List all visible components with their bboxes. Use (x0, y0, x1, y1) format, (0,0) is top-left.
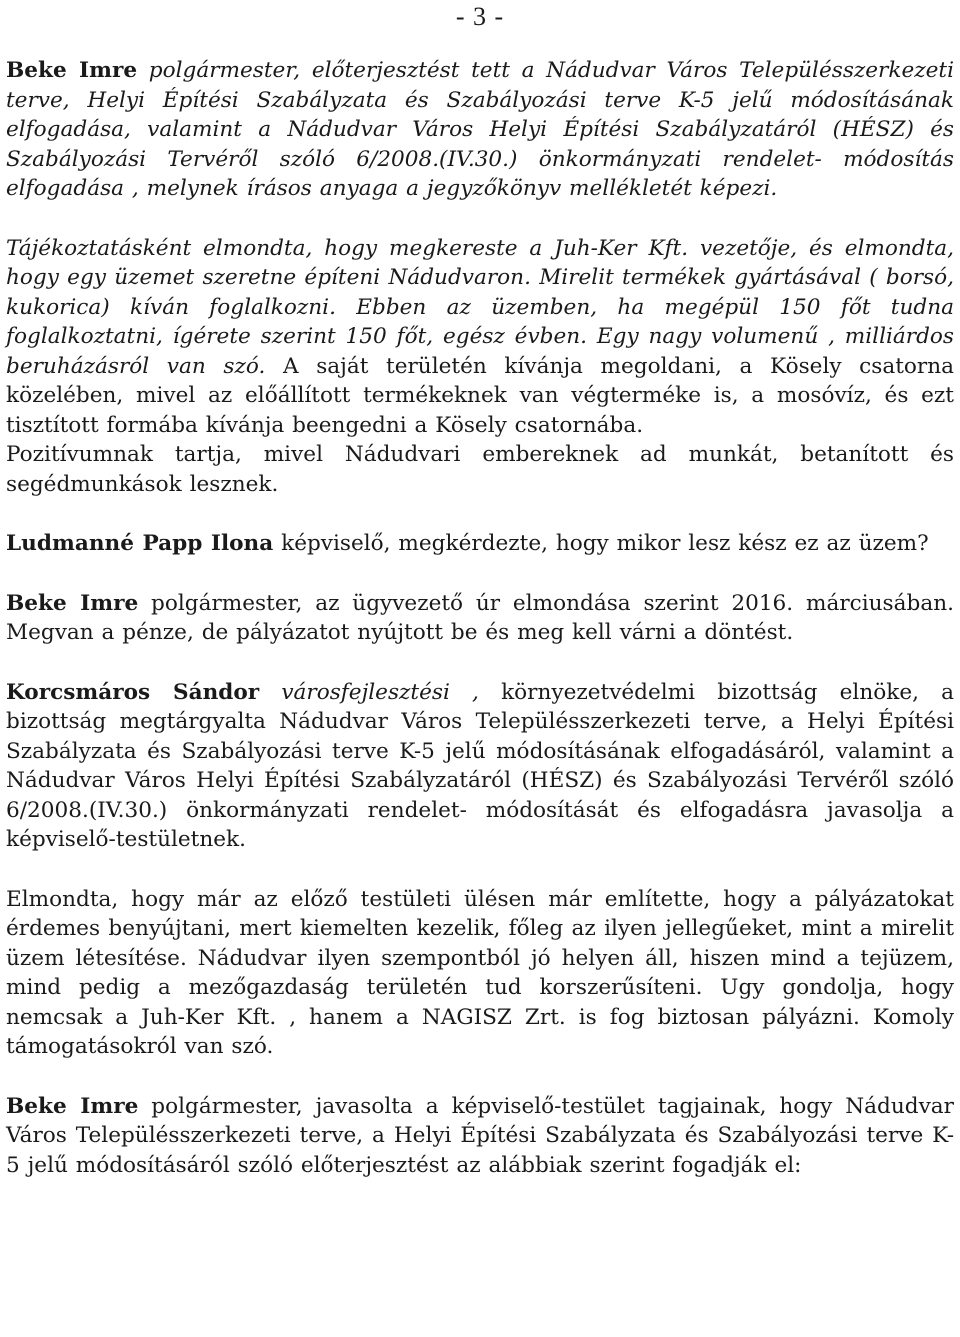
document-body (6, 56, 954, 1180)
speaker-name: Ludmanné Papp Ilona (6, 531, 274, 556)
speaker-name: Beke Imre (6, 58, 138, 83)
paragraph-text-italic: Tájékoztatásként elmondta, hogy megkereste a Juh-Ker Kft. vezetője, és elmondta, hogy egy üzemet szeretne építeni Nádudvaron. Mirelit termékek gyártásával ( borsó, kukorica) kíván foglalkozni. Ebben az üzemben, ha megépül 150 főt tudna foglalkoztatni, ígérete szerint 150 főt, egész évben. Egy nagy volumenű , milliárdos beruházásról van szó. (6, 235, 954, 379)
speaker-name: Beke Imre (6, 1093, 139, 1119)
paragraph-text: képviselő, megkérdezte, hogy mikor lesz kész ez az üzem? (273, 531, 929, 556)
paragraph-answer (6, 589, 954, 648)
paragraph-text: A saját területén kívánja megoldani, a Kösely csatorna közelében, mivel az előállított termékeknek van végterméke is, a mosóvíz, és ezt tisztított formába kívánja beengedni a Kösely csatornába. (6, 353, 955, 438)
paragraph-text: Pozitívumnak tartja, mivel Nádudvari embereknek ad munkát, betanított és segédmunkások lesznek. (6, 442, 954, 497)
paragraph-motion (6, 1092, 954, 1181)
speaker-name: Korcsmáros Sándor (6, 679, 260, 705)
paragraph-text: Elmondta, hogy már az előző testületi ülésen már említette, hogy a pályázatokat érdemes benyújtani, mert kiemelten kezelik, főleg az ilyen jellegűeket, mint a mirelit üzem létesítése. Nádudvar ilyen szempontból jó helyen áll, hiszen mind a tejüzem, mind pedig a mezőgazdaság területén tud korszerűsíteni. Ugy gondolja, hogy nemcsak a Juh-Ker Kft. , hanem a NAGISZ Zrt. is fog biztosan pályázni. Komoly támogatásokról van szó. (6, 886, 954, 1059)
paragraph-information (6, 234, 954, 441)
paragraph-text: polgármester, az ügyvezető úr elmondása szerint 2016. márciusában. Megvan a pénze, de pályázatot nyújtott be és meg kell várni a döntést. (6, 590, 954, 645)
paragraph-text-italic: városfejlesztési , (259, 679, 479, 705)
paragraph-text: környezetvédelmi bizottság elnöke, a bizottság megtárgyalta Nádudvar Város Településszerkezeti terve, a Helyi Építési Szabályzata és Szabályozási terve K-5 jelű módosításának elfogadásáról, valamint a Nádudvar Város Helyi Építési Szabályzatáról (HÉSZ) és Szabályozási Tervéről szóló 6/2008.(IV.30.) önkormányzati rendelet- módosítását és elfogadásra javasolja a képviselő-testületnek. (6, 679, 955, 852)
paragraph-proposal (6, 56, 954, 204)
speaker-name: Beke Imre (6, 590, 139, 616)
paragraph-text: polgármester, előterjesztést tett a Nádudvar Város Településszerkezeti terve, Helyi Építési Szabályzata és Szabályozási terve K-5 jelű módosításának elfogadása, valamint a Nádudvar Város Helyi Építési Szabályzatáról (HÉSZ) és Szabályozási Tervéről szóló 6/2008.(IV.30.) önkormányzati rendelet- módosítás elfogadása , melynek írásos anyaga a jegyzőkönyv mellékletét képezi. (6, 58, 954, 201)
paragraph-question (6, 529, 954, 559)
paragraph-remarks (6, 885, 954, 1062)
paragraph-text: polgármester, javasolta a képviselő-testület tagjainak, hogy Nádudvar Város Településszerkezeti terve, a Helyi Építési Szabályzata és Szabályozási terve K-5 jelű módosításáról szóló előterjesztést az alábbiak szerint fogadják el: (6, 1093, 954, 1178)
page-number: - 3 - (455, 2, 505, 31)
paragraph-committee (6, 678, 954, 855)
paragraph-positive (6, 440, 954, 499)
